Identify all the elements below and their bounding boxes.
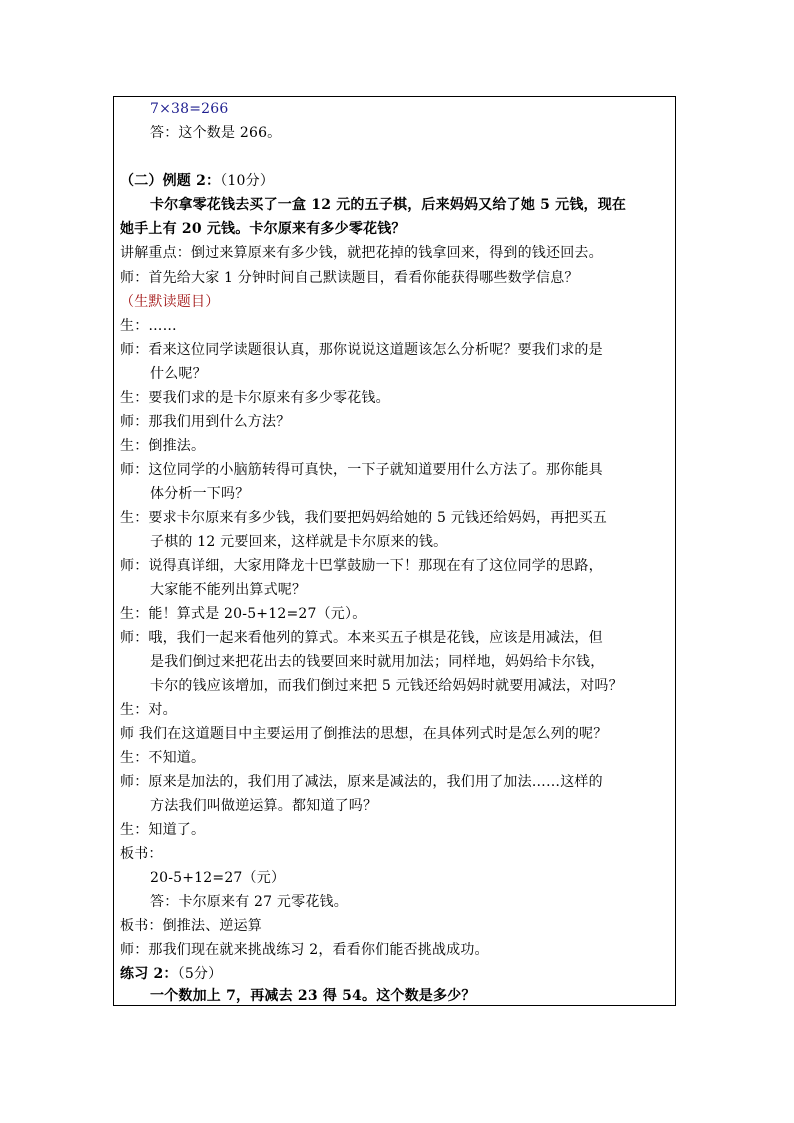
dialogue-line: 体分析一下吗？ <box>150 486 250 502</box>
dialogue-line: 生：能！算式是 20-5+12=27（元）。 <box>120 606 367 622</box>
key-point: 讲解重点：倒过来算原来有多少钱，就把花掉的钱拿回来，得到的钱还回去。 <box>120 245 603 261</box>
answer-line: 答：这个数是 266。 <box>150 125 282 141</box>
dialogue-line: 卡尔的钱应该增加，而我们倒过来把 5 元钱还给妈妈时就要用减法，对吗？ <box>150 678 623 694</box>
problem-text-1: 卡尔拿零花钱去买了一盒 12 元的五子棋，后来妈妈又给了她 5 元钱，现在 <box>150 197 627 213</box>
dialogue-line: 师：那我们现在就来挑战练习 2，看看你们能否挑战成功。 <box>120 942 489 958</box>
blackboard-answer: 答：卡尔原来有 27 元零花钱。 <box>150 894 348 910</box>
exercise-problem: 一个数加上 7，再减去 23 得 54。这个数是多少？ <box>150 988 476 1004</box>
section-label: （二）例题 2： <box>120 173 221 189</box>
dialogue-line: 子棋的 12 元要回来，这样就是卡尔原来的钱。 <box>150 534 448 550</box>
blackboard-equation: 20-5+12=27（元） <box>150 870 286 886</box>
problem-text-2: 她手上有 20 元钱。卡尔原来有多少零花钱？ <box>120 221 406 237</box>
dialogue-line: 师：首先给大家 1 分钟时间自己默读题目，看看你能获得哪些数学信息？ <box>120 270 579 286</box>
dialogue-line: 师：原来是加法的，我们用了减法，原来是减法的，我们用了加法……这样的 <box>120 774 603 790</box>
exercise-score: （5分） <box>177 966 223 982</box>
blackboard-label: 板书： <box>120 846 163 862</box>
dialogue-line: 师：说得真详细，大家用降龙十巴掌鼓励一下！那现在有了这位同学的思路， <box>120 558 603 574</box>
dialogue-line: 师：那我们用到什么方法？ <box>120 414 291 430</box>
stage-direction: （生默读题目） <box>120 294 220 310</box>
dialogue-line: 是我们倒过来把花出去的钱要回来时就用加法；同样地，妈妈给卡尔钱， <box>150 654 605 670</box>
dialogue-line: 生：倒推法。 <box>120 438 206 454</box>
exercise-label: 练习 2： <box>120 966 178 982</box>
dialogue-line: 大家能不能列出算式呢？ <box>150 582 307 598</box>
dialogue-line: 方法我们叫做逆运算。都知道了吗？ <box>150 798 378 814</box>
dialogue-line: 生：要我们求的是卡尔原来有多少零花钱。 <box>120 390 390 406</box>
dialogue-line: 师：哦，我们一起来看他列的算式。本来买五子棋是花钱，应该是用减法，但 <box>120 630 603 646</box>
section-score: （10分） <box>220 173 275 189</box>
dialogue-line: 生：不知道。 <box>120 750 206 766</box>
calculation-line: 7×38=266 <box>150 101 229 117</box>
dialogue-line: 生：对。 <box>120 702 177 718</box>
dialogue-line: 生：要求卡尔原来有多少钱，我们要把妈妈给她的 5 元钱还给妈妈，再把买五 <box>120 510 608 526</box>
dialogue-line: 师：这位同学的小脑筋转得可真快，一下子就知道要用什么方法了。那你能具 <box>120 462 603 478</box>
dialogue-line: 生：知道了。 <box>120 822 206 838</box>
section-heading <box>120 171 274 191</box>
dialogue-line: 什么呢？ <box>150 366 207 382</box>
exercise-heading <box>120 964 222 984</box>
dialogue-line: 师：看来这位同学读题很认真，那你说说这道题该怎么分析呢？要我们求的是 <box>120 342 603 358</box>
dialogue-line: 师 我们在这道题目中主要运用了倒推法的思想，在具体列式时是怎么列的呢？ <box>120 726 608 742</box>
dialogue-line: 生：…… <box>120 318 177 334</box>
blackboard-methods: 板书：倒推法、逆运算 <box>120 918 262 934</box>
